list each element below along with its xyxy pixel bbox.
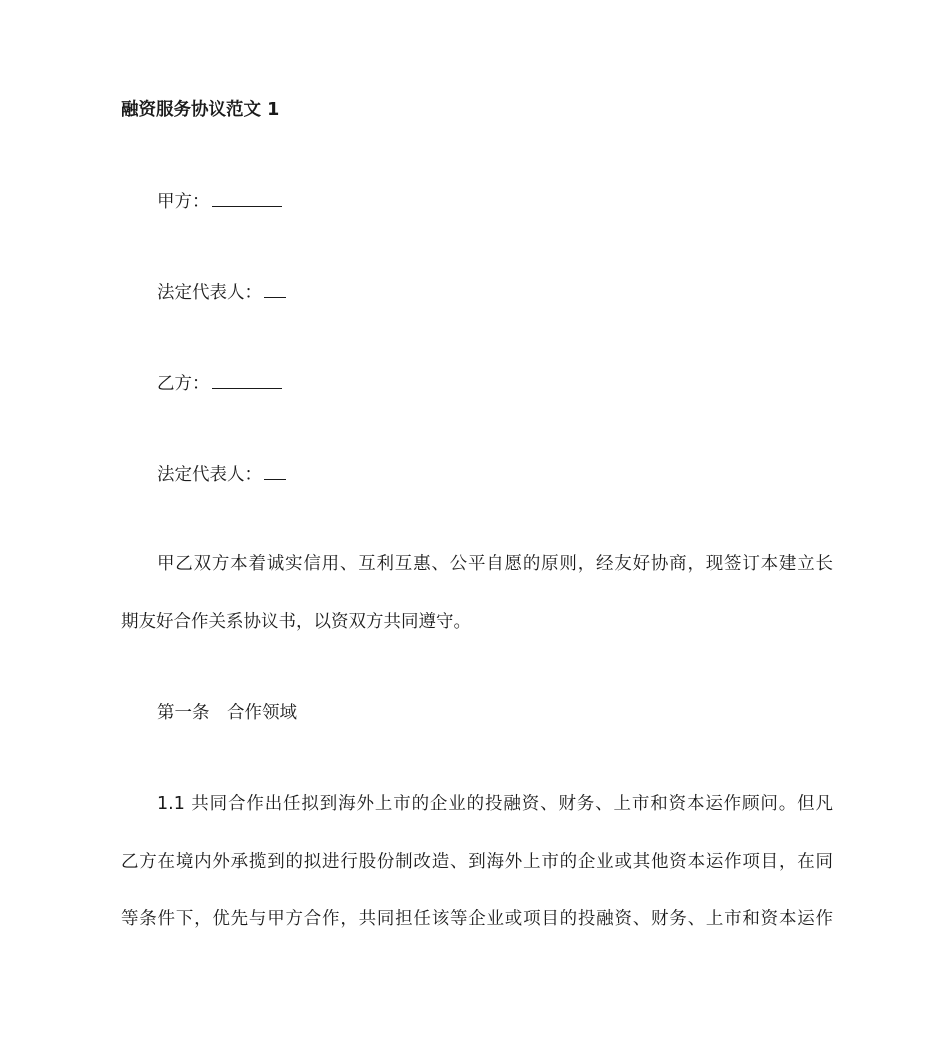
party-a-line	[157, 189, 833, 214]
document-title: 融资服务协议范文 1	[121, 100, 280, 120]
party-a-rep-blank	[264, 280, 286, 298]
party-b-rep-label: 法定代表人：	[157, 465, 262, 485]
intro-paragraph-line-2: 期友好合作关系协议书，以资双方共同遵守。	[121, 612, 471, 632]
party-a-rep-label: 法定代表人：	[157, 283, 262, 303]
clause-1-1-line-3: 等条件下，优先与甲方合作，共同担任该等企业或项目的投融资、财务、上市和资本运作	[121, 909, 833, 929]
party-a-label: 甲方：	[157, 192, 210, 212]
article-1-heading: 第一条 合作领域	[157, 703, 297, 723]
clause-1-1-line-1: 1.1 共同合作出任拟到海外上市的企业的投融资、财务、上市和资本运作顾问。但凡	[157, 794, 833, 814]
party-b-label: 乙方：	[157, 374, 210, 394]
party-b-rep-line	[157, 462, 833, 487]
party-a-rep-line	[157, 280, 833, 305]
party-b-line	[157, 371, 833, 396]
party-b-rep-blank	[264, 462, 286, 480]
clause-1-1-line-2: 乙方在境内外承揽到的拟进行股份制改造、到海外上市的企业或其他资本运作项目，在同	[121, 852, 833, 872]
intro-paragraph-line-1: 甲乙双方本着诚实信用、互利互惠、公平自愿的原则，经友好协商，现签订本建立长	[157, 554, 833, 574]
party-a-blank	[212, 189, 282, 207]
party-b-blank	[212, 371, 282, 389]
